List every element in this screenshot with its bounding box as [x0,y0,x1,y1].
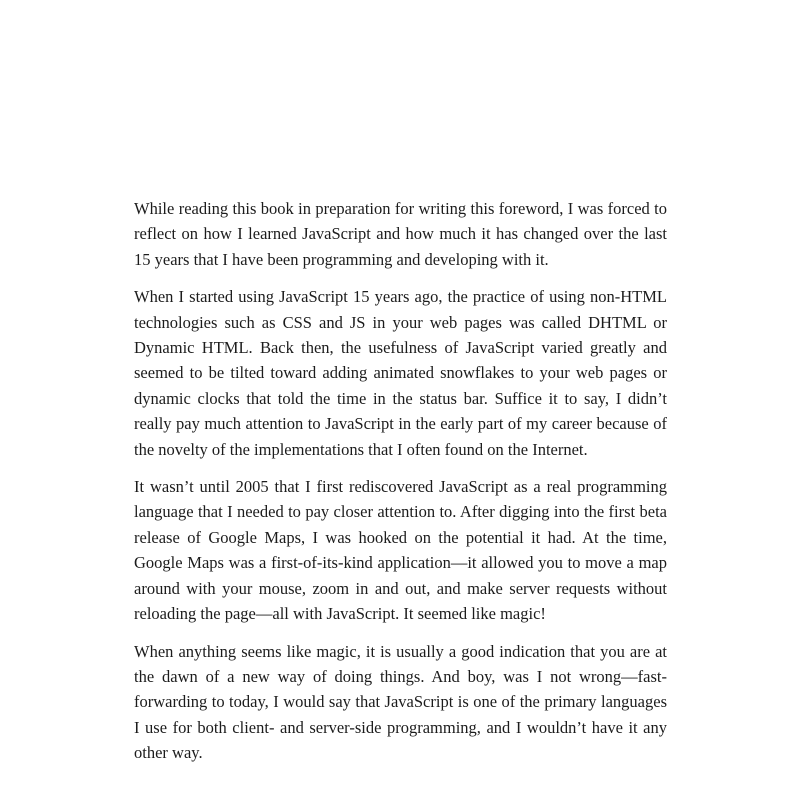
paragraph-1: While reading this book in preparation for writing this foreword, I was forced to reflect on how I learned JavaScript and how much it has changed over the last 15 years that I have been programming and developing with it. [134,199,667,269]
foreword-text [134,196,667,778]
paragraph-3: It wasn’t until 2005 that I first rediscovered JavaScript as a real programming language that I needed to pay closer attention to. After digging into the first beta release of Google Maps, I was hooked on the potential it had. At the time, Google Maps was a first-of-its-kind application—it allowed you to move a map around with your mouse, zoom in and out, and make server requests without reloading the page—all with JavaScript. It seemed like magic! [134,477,667,624]
paragraph-4: When anything seems like magic, it is usually a good indication that you are at the dawn of a new way of doing things. And boy, was I not wrong—fast-forwarding to today, I would say that JavaScript is one of the primary languages I use for both client- and server-side programming, and I wouldn’t have it any other way. [134,641,667,763]
paragraph-2: When I started using JavaScript 15 years ago, the practice of using non-HTML technologies such as CSS and JS in your web pages was called DHTML or Dynamic HTML. Back then, the usefulness of JavaScript varied greatly and seemed to be tilted toward adding animated snowflakes to your web pages or dynamic clocks that told the time in the status bar. Suffice it to say, I didn’t really pay much attention to JavaScript in the early part of my career because of the novelty of the implementations that I often found on the Internet. [134,287,667,459]
